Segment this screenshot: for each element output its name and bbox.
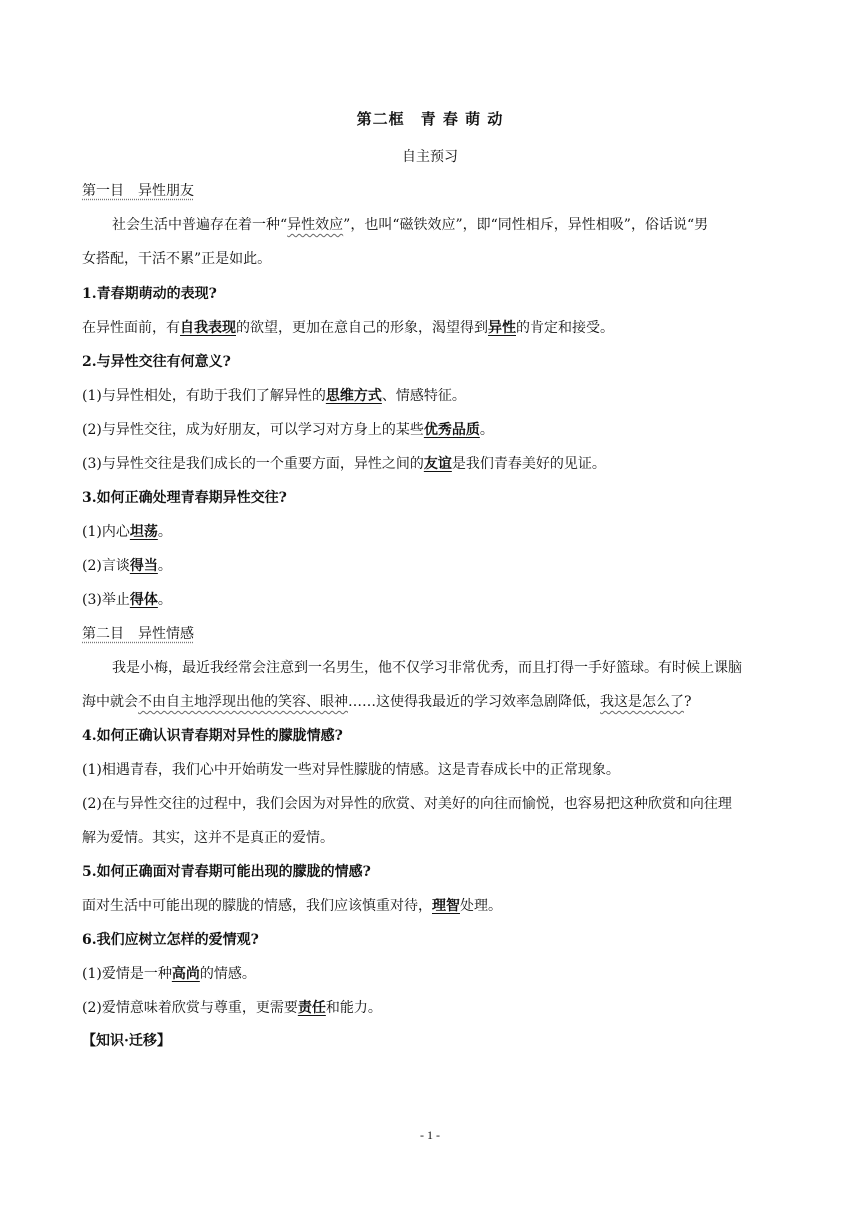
answer-1-text-c: 的肯定和接受。 <box>516 320 614 336</box>
answer-1-key-2: 异性 <box>488 320 516 336</box>
intro2-text-c: ? <box>684 694 692 710</box>
answer-6-item-2-text-a: (2)爱情意味着欣赏与尊重，更需要 <box>82 1000 298 1016</box>
answer-4-item-2-line2: 解为爱情。其实，这并不是真正的爱情。 <box>82 830 334 846</box>
intro1-text-b: ”，也叫“磁铁效应”，即“同性相斥，异性相吸”，俗话说“男 <box>343 217 709 233</box>
answer-6-item-1 <box>82 963 256 983</box>
intro2-text-b: ……这使得我最近的学习效率急剧降低， <box>348 694 600 710</box>
answer-6-item-1-text-b: 的情感。 <box>199 966 256 982</box>
question-4: 4.如何正确认识青春期对异性的朦胧情感? <box>82 728 343 744</box>
answer-3-item-1-key: 坦荡 <box>129 524 158 540</box>
answer-3-item-3-text-b: 。 <box>157 592 172 608</box>
answer-2-item-1-text-a: (1)与异性相处，有助于我们了解异性的 <box>82 388 326 404</box>
answer-3-item-2-text-b: 。 <box>157 558 172 574</box>
answer-2-item-3 <box>82 453 606 473</box>
answer-3-item-2 <box>82 555 172 575</box>
section-heading-2: 第二目 异性情感 <box>82 626 194 642</box>
answer-3-item-3-text-a: (3)举止 <box>82 592 130 608</box>
answer-2-item-2-key: 优秀品质 <box>423 422 480 438</box>
answer-3-item-2-text-a: (2)言谈 <box>82 558 130 574</box>
answer-6-item-1-text-a: (1)爱情是一种 <box>82 966 172 982</box>
answer-2-item-1 <box>82 385 466 405</box>
intro2-text-a: 海中就会 <box>82 694 138 710</box>
answer-2-item-1-key: 思维方式 <box>325 388 382 404</box>
question-2: 2.与异性交往有何意义? <box>82 354 231 370</box>
answer-2-item-2-text-a: (2)与异性交往，成为好朋友，可以学习对方身上的某些 <box>82 422 424 438</box>
answer-4-item-1: (1)相遇青春，我们心中开始萌发一些对异性朦胧的情感。这是青春成长中的正常现象。 <box>82 762 620 778</box>
answer-3-item-3 <box>82 589 172 609</box>
page-title: 第二框 青 春 萌 动 <box>356 110 504 128</box>
answer-2-item-2-text-b: 。 <box>479 422 494 438</box>
answer-3-item-3-key: 得体 <box>129 592 158 608</box>
answer-1-text-a: 在异性面前，有 <box>82 320 180 336</box>
answer-5-text-a: 面对生活中可能出现的朦胧的情感，我们应该慎重对待， <box>82 898 432 914</box>
answer-5-key: 理智 <box>432 898 460 914</box>
intro1-line1 <box>112 214 708 234</box>
answer-3-item-1 <box>82 521 172 541</box>
question-5: 5.如何正确面对青春期可能出现的朦胧的情感? <box>82 864 371 880</box>
answer-3-item-1-text-a: (1)内心 <box>82 524 130 540</box>
knowledge-transfer-heading: 【知识·迁移】 <box>82 1033 171 1049</box>
intro2-emphasis-2: 我这是怎么了 <box>600 694 684 710</box>
intro2-line2 <box>82 691 692 711</box>
answer-5-text-b: 处理。 <box>460 898 502 914</box>
question-6: 6.我们应树立怎样的爱情观? <box>82 932 259 948</box>
answer-2-item-3-key: 友谊 <box>423 456 452 472</box>
question-3: 3.如何正确处理青春期异性交往? <box>82 490 287 506</box>
answer-5 <box>82 895 502 915</box>
answer-1-key-1: 自我表现 <box>180 320 236 336</box>
answer-6-item-2-text-b: 和能力。 <box>325 1000 382 1016</box>
answer-1-text-b: 的欲望，更加在意自己的形象，渴望得到 <box>236 320 488 336</box>
answer-1 <box>82 317 614 337</box>
answer-3-item-2-key: 得当 <box>129 558 158 574</box>
intro2-line1: 我是小梅，最近我经常会注意到一名男生，他不仅学习非常优秀，而且打得一手好篮球。有时候上课脑 <box>112 660 742 676</box>
answer-6-item-2 <box>82 997 382 1017</box>
answer-2-item-2 <box>82 419 494 439</box>
answer-4-item-2-line1: (2)在与异性交往的过程中，我们会因为对异性的欣赏、对美好的向往而愉悦，也容易把这种欣赏和向往理 <box>82 796 732 812</box>
answer-3-item-1-text-b: 。 <box>157 524 172 540</box>
page-number: - 1 - <box>420 1128 440 1142</box>
section-heading-1: 第一目 异性朋友 <box>82 183 194 199</box>
answer-2-item-1-text-b: 、情感特征。 <box>381 388 466 404</box>
intro1-text-a: 社会生活中普遍存在着一种“ <box>112 217 288 233</box>
answer-6-item-2-key: 责任 <box>297 1000 326 1016</box>
answer-2-item-3-text-b: 是我们青春美好的见证。 <box>451 456 606 472</box>
answer-6-item-1-key: 高尚 <box>171 966 200 982</box>
intro1-emphasis: 异性效应 <box>287 217 344 233</box>
answer-2-item-3-text-a: (3)与异性交往是我们成长的一个重要方面，异性之间的 <box>82 456 424 472</box>
intro1-line2: 女搭配，干活不累”正是如此。 <box>82 251 272 267</box>
question-1: 1.青春期萌动的表现? <box>82 286 217 302</box>
intro2-emphasis-1: 不由自主地浮现出他的笑容、眼神 <box>138 694 348 710</box>
page-subtitle: 自主预习 <box>402 149 458 165</box>
